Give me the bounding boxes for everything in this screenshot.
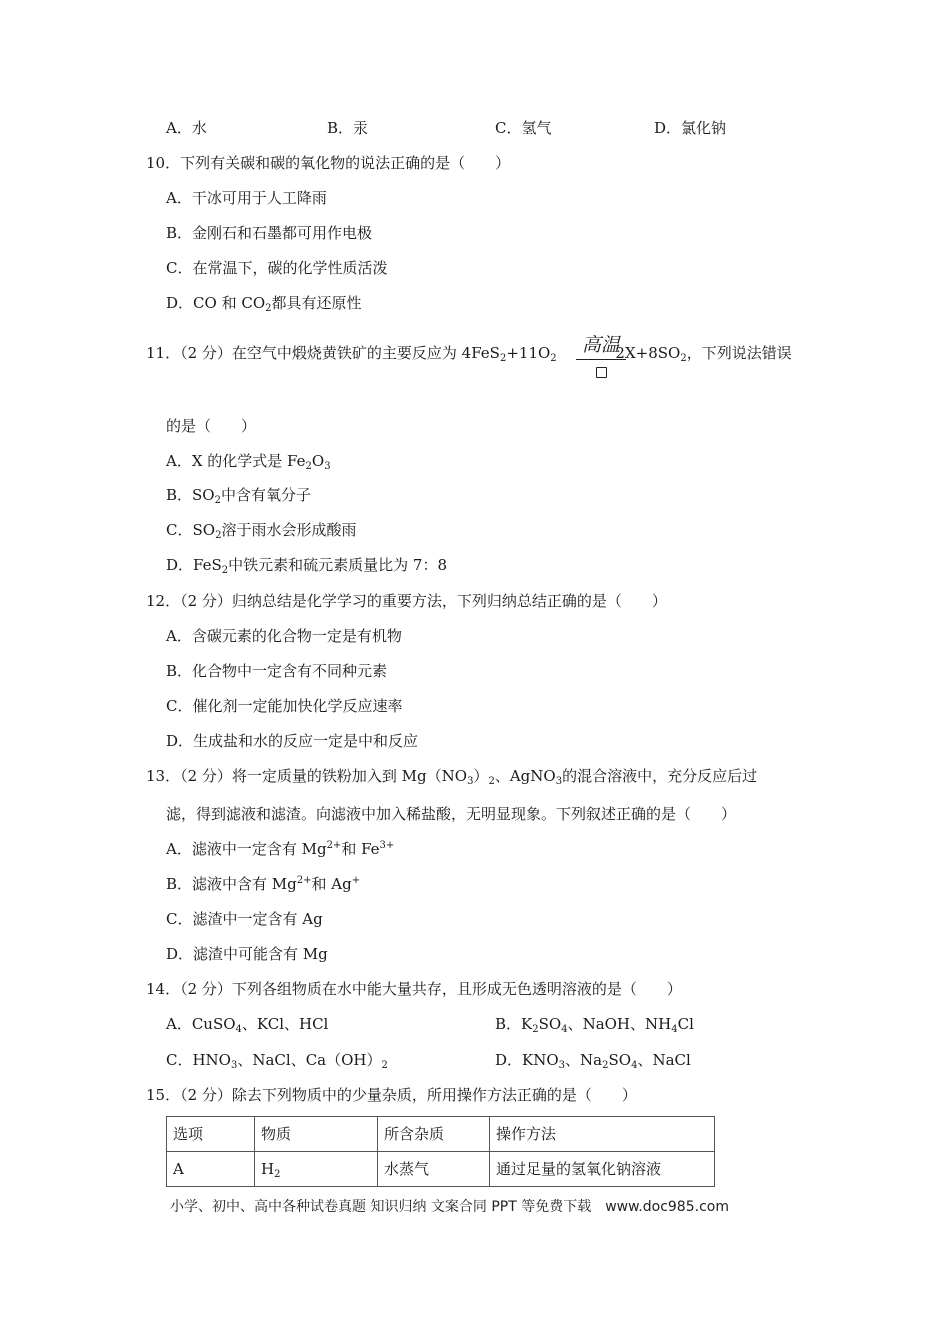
- table-header-row: [167, 1117, 715, 1152]
- q12-option-b: B．化合物中一定含有不同种元素: [166, 662, 388, 680]
- header-method: 操作方法: [490, 1117, 715, 1152]
- cell-substance: $H_2$: [255, 1152, 378, 1187]
- q15-options-table: [166, 1116, 715, 1187]
- cell-method: 通过足量的氢氧化钠溶液: [490, 1152, 715, 1187]
- cell-option: A: [167, 1152, 255, 1187]
- q14-option-d: D．$KNO_3$、$Na_2SO_4$、NaCl: [495, 1051, 691, 1071]
- q12-stem: 12．（2 分）归纳总结是化学学习的重要方法，下列归纳总结正确的是（ ）: [146, 592, 667, 610]
- q11-option-a: A．X 的化学式是 $Fe_2O_3$: [166, 452, 331, 472]
- q9-option-b: B．汞: [327, 119, 369, 137]
- q13-option-a: A．滤液中一定含有 $Mg^{2+}$和 $Fe^{3+}$: [166, 840, 395, 858]
- q11-option-b: B．$SO_2$中含有氧分子: [166, 486, 311, 506]
- cell-impurity: 水蒸气: [378, 1152, 490, 1187]
- header-option: 选项: [167, 1117, 255, 1152]
- placeholder-box-icon: [596, 367, 607, 378]
- q12-option-c: C．催化剂一定能加快化学反应速率: [166, 697, 403, 715]
- page-footer: 小学、初中、高中各种试卷真题 知识归纳 文案合同 PPT 等免费下载 www.doc985.com: [170, 1199, 729, 1215]
- q14-option-c: C．$HNO_3$、NaCl、$Ca(OH)_2$: [166, 1051, 388, 1071]
- header-impurity: 所含杂质: [378, 1117, 490, 1152]
- reaction-arrow-line: [576, 359, 626, 360]
- q11-stem: 11．（2 分）在空气中煅烧黄铁矿的主要反应为 $4FeS_2+11O_2$ $2X+8SO_2$，下列说法错误: [146, 344, 792, 364]
- q12-option-a: A．含碳元素的化合物一定是有机物: [166, 627, 402, 645]
- q13-stem-cont: 滤，得到滤液和滤渣。向滤液中加入稀盐酸，无明显现象。下列叙述正确的是（ ）: [166, 805, 737, 823]
- q13-option-b: B．滤液中含有 $Mg^{2+}$和 Ag+: [166, 875, 361, 893]
- reaction-condition: [576, 333, 626, 382]
- q10-option-c: C．在常温下，碳的化学性质活泼: [166, 259, 388, 277]
- q10-option-b: B．金刚石和石墨都可用作电极: [166, 224, 373, 242]
- q15-stem: 15．（2 分）除去下列物质中的少量杂质，所用操作方法正确的是（ ）: [146, 1086, 637, 1104]
- table-row: [167, 1152, 715, 1187]
- high-temperature-label: 高温: [581, 334, 620, 356]
- q9-option-c: C．氢气: [495, 119, 552, 137]
- q11-option-c: C．$SO_2$溶于雨水会形成酸雨: [166, 521, 357, 541]
- q14-option-a: A．CuSO$_4$、KCl、HCl: [166, 1015, 329, 1035]
- q11-stem-cont: 的是（ ）: [166, 417, 257, 435]
- q11-option-d: D．FeS$_2$中铁元素和硫元素质量比为 7：8: [166, 556, 448, 576]
- q13-option-d: D．滤渣中可能含有 Mg: [166, 945, 328, 963]
- q10-option-a: A．干冰可用于人工降雨: [166, 189, 327, 207]
- q13-option-c: C．滤渣中一定含有 Ag: [166, 910, 323, 928]
- q9-option-a: A．水: [166, 119, 207, 137]
- q12-option-d: D．生成盐和水的反应一定是中和反应: [166, 732, 419, 750]
- q13-stem: 13．（2 分）将一定质量的铁粉加入到 $Mg(NO_3)_2$、AgNO$_3$的混合溶液中，充分反应后过: [146, 767, 758, 787]
- q10-stem: 10．下列有关碳和碳的氧化物的说法正确的是（ ）: [146, 154, 511, 172]
- q9-option-d: D．氯化钠: [654, 119, 727, 137]
- q10-option-d: D．CO 和 $CO_2$都具有还原性: [166, 294, 362, 314]
- q14-stem: 14．（2 分）下列各组物质在水中能大量共存，且形成无色透明溶液的是（ ）: [146, 980, 682, 998]
- header-substance: 物质: [255, 1117, 378, 1152]
- q14-option-b: B．$K_2SO_4$、NaOH、$NH_4Cl$: [495, 1015, 694, 1035]
